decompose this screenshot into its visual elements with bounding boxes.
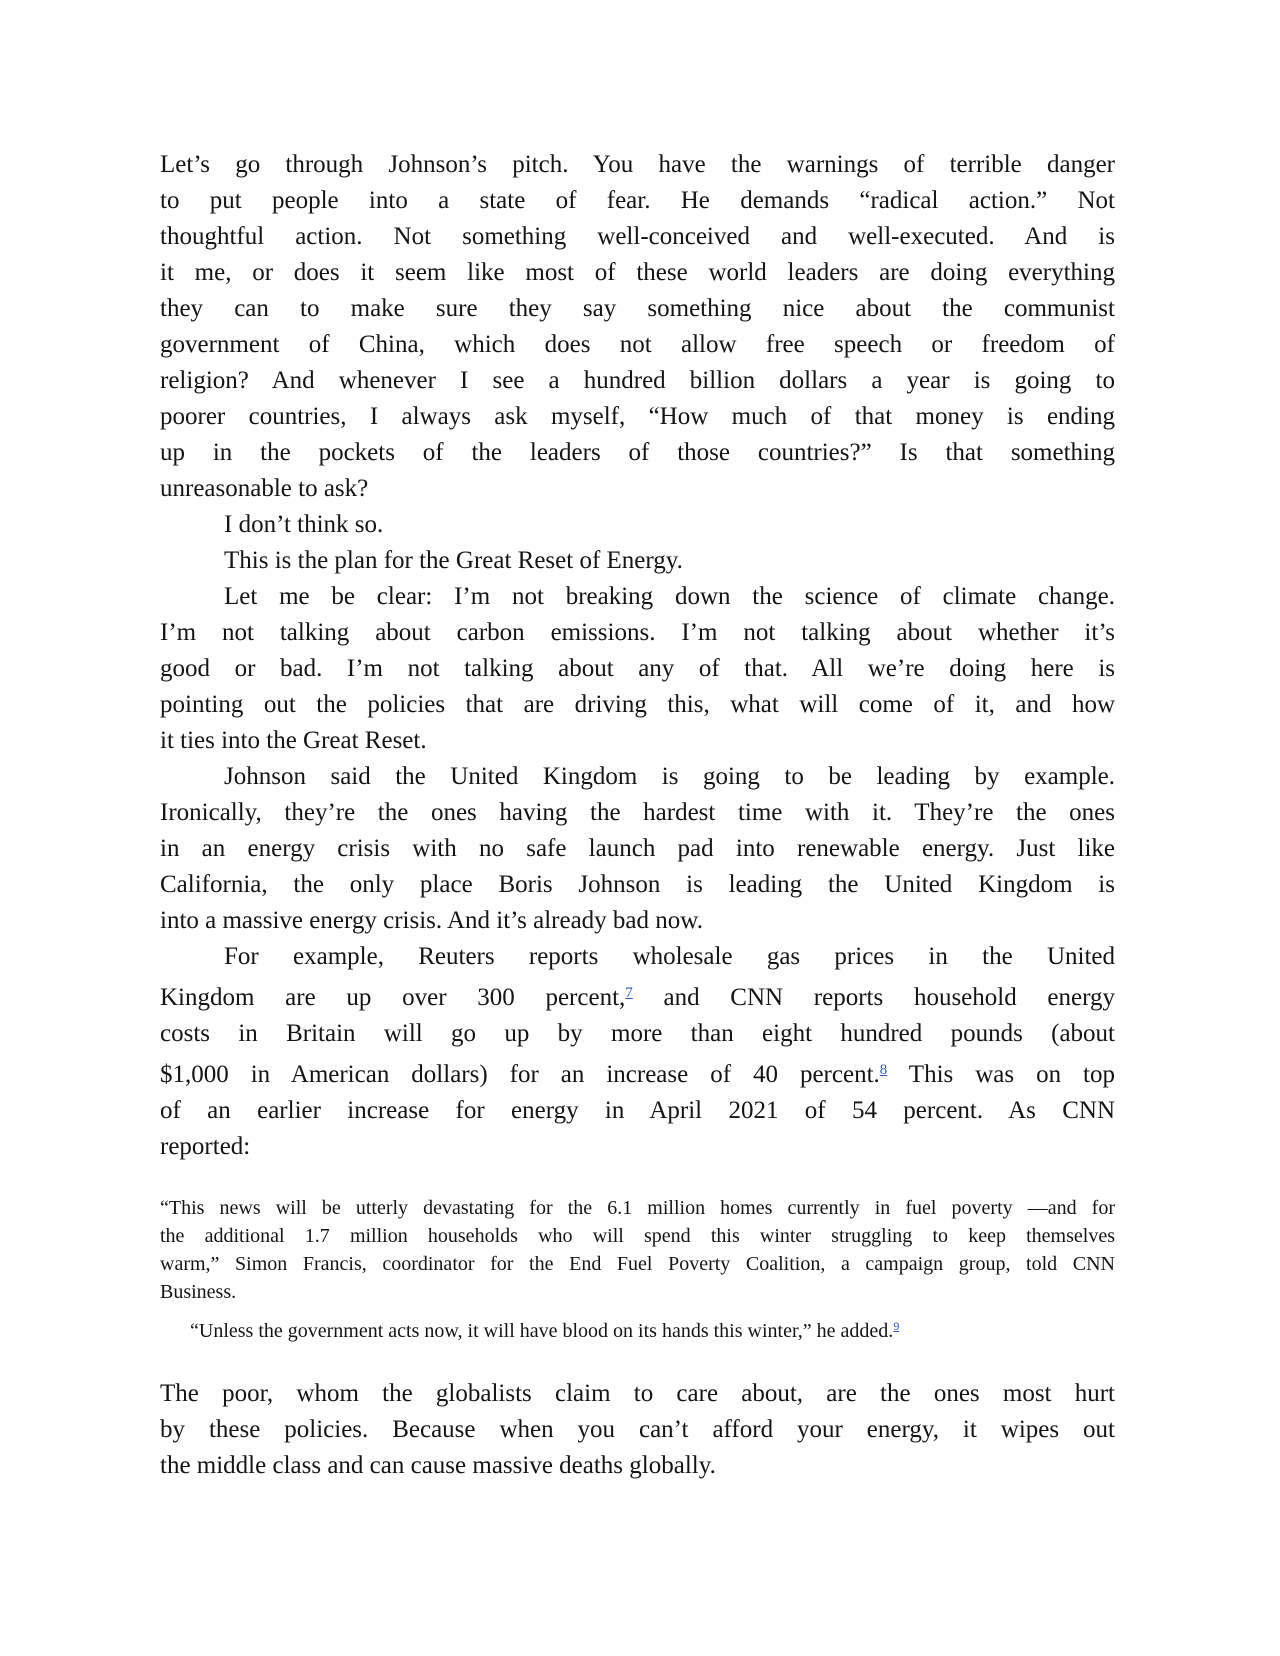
text-line: warm,” Simon Francis, coordinator for the End Fuel Poverty Coalition, a campaign group, told CNN [160,1253,1115,1275]
block-quote-paragraph [160,1312,1115,1345]
body-paragraph [160,939,1115,1165]
text-line: “This news will be utterly devastating for the 6.1 million homes currently in fuel poverty —and for [160,1197,1115,1219]
text-line: up in the pockets of the leaders of those countries?” Is that something [160,439,1115,466]
text-line: into a massive energy crisis. And it’s already bad now. [160,907,703,934]
body-paragraph [160,507,1115,543]
text-line: thoughtful action. Not something well-conceived and well-executed. And is [160,223,1115,250]
text-line: good or bad. I’m not talking about any of that. All we’re doing here is [160,655,1115,682]
text-line: Johnson said the United Kingdom is going to be leading by example. [224,763,1115,790]
text-line: unreasonable to ask? [160,475,369,502]
text-line: I’m not talking about carbon emissions. I’m not talking about whether it’s [160,619,1115,646]
text-line: the middle class and can cause massive deaths globally. [160,1452,716,1479]
text-line: poorer countries, I always ask myself, “How much of that money is ending [160,403,1115,430]
footnote-link-8[interactable]: 8 [879,1062,888,1078]
text-line: costs in Britain will go up by more than eight hundred pounds (about [160,1020,1115,1047]
text-line: it ties into the Great Reset. [160,727,427,754]
text-line: they can to make sure they say something nice about the communist [160,295,1115,322]
text-line: reported: [160,1133,251,1160]
text-line: religion? And whenever I see a hundred billion dollars a year is going to [160,367,1115,394]
text-line: “Unless the government acts now, it will have blood on its hands this winter,” he added.$^9$ [190,1319,900,1342]
body-paragraph [160,579,1115,759]
footnote-link-7[interactable]: 7 [625,985,633,1001]
text-line: it me, or does it seem like most of these world leaders are doing everything [160,259,1115,286]
body-paragraph [160,543,1115,579]
text-line: For example, Reuters reports wholesale gas prices in the United [224,943,1115,970]
text-line: Business. [160,1281,237,1303]
text-line: Kingdom are up over 300 percent,$^7$ and CNN reports household energy [160,984,1115,1011]
text-line: Let’s go through Johnson’s pitch. You have the warnings of terrible danger [160,151,1115,178]
text-line: in an energy crisis with no safe launch pad into renewable energy. Just like [160,835,1115,862]
body-paragraph [160,1376,1115,1484]
body-paragraph [160,147,1115,507]
text-line: I don’t think so. [224,511,384,538]
text-line: of an earlier increase for energy in April 2021 of 54 percent. As CNN [160,1097,1115,1124]
text-line: Let me be clear: I’m not breaking down the science of climate change. [224,583,1115,610]
text-line: Ironically, they’re the ones having the hardest time with it. They’re the ones [160,799,1115,826]
text-line: The poor, whom the globalists claim to care about, are the ones most hurt [160,1380,1115,1407]
page-text [160,0,1115,1484]
text-line: government of China, which does not allow free speech or freedom of [160,331,1115,358]
text-line: by these policies. Because when you can’t afford your energy, it wipes out [160,1416,1115,1443]
block-quote-paragraph [160,1194,1115,1306]
body-paragraph [160,759,1115,939]
text-line: This is the plan for the Great Reset of Energy. [224,547,683,574]
text-line: the additional 1.7 million households who will spend this winter struggling to keep themselves [160,1225,1115,1247]
footnote-link-9[interactable]: 9 [893,1319,900,1333]
text-line: California, the only place Boris Johnson is leading the United Kingdom is [160,871,1115,898]
text-line: to put people into a state of fear. He demands “radical action.” Not [160,187,1115,214]
text-line: $1,000 in American dollars) for an increase of 40 percent.$^8$ This was on top [160,1061,1115,1088]
text-line: pointing out the policies that are driving this, what will come of it, and how [160,691,1115,718]
